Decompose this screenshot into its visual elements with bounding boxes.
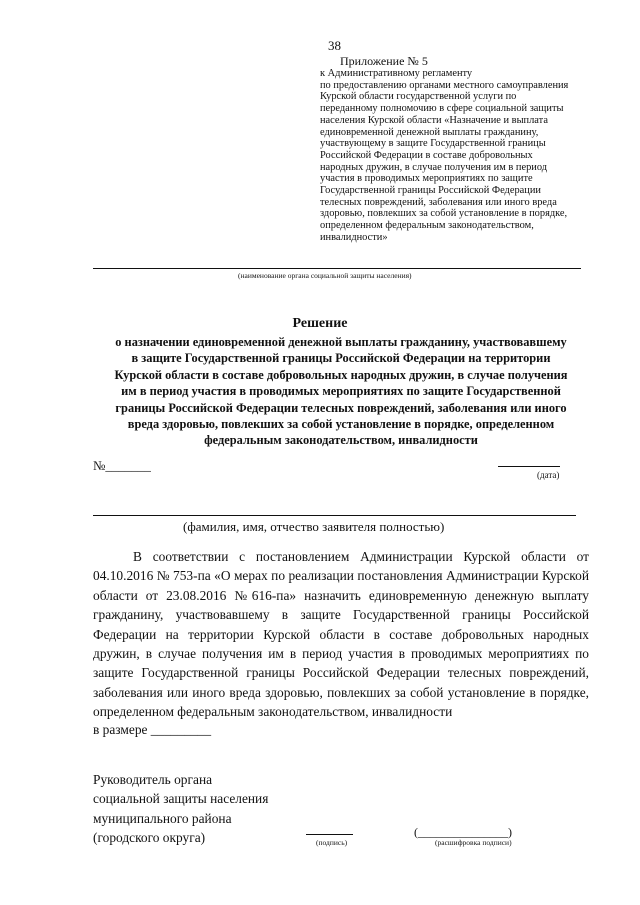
org-name-line bbox=[93, 268, 581, 269]
org-name-caption: (наименование органа социальной защиты населения) bbox=[238, 271, 412, 280]
decision-subtitle: о назначении единовременной денежной выплаты гражданину, участвовавшему в защите Государственной границы Российской Федерации на территории Курской области в составе добровольных народных дружин, в случае получения им в период участия в проводимых мероприятиях по защите Государственной границы Российской Федерации телесных повреждений, заболевания или иного вреда здоровью, повлекших за собой установление в порядке, определенном федеральным законодательством, инвалидности bbox=[114, 335, 568, 448]
payment-amount-field: в размере _________ bbox=[93, 722, 212, 737]
page-number: 38 bbox=[328, 38, 341, 53]
signature-line bbox=[306, 834, 353, 835]
decision-body-text: В соответствии с постановлением Администрации Курской области от 04.10.2016 № 753-па «О мерах по реализации постановления Администрации Курской области от 23.08.2016 №616-па» назначить единовременную денежную выплату гражданину, участвовавшему в защите Государственной границы Российской Федерации на территории Курской области в составе добровольных народных дружин, в случае получения им в период участия в проводимых мероприятиях по защите Государственной границы Российской Федерации телесных повреждений, заболевания или иного вреда здоровью, повлекших за собой установление в порядке, определенном федеральным законодательством, инвалидности bbox=[93, 549, 589, 720]
applicant-name-line bbox=[93, 515, 576, 516]
decision-title: Решение bbox=[292, 316, 348, 331]
applicant-name-caption: (фамилия, имя, отчество заявителя полностью) bbox=[183, 519, 445, 534]
signature-caption: (подпись) bbox=[316, 838, 348, 847]
signature-decode-caption: (расшифровка подписи) bbox=[435, 838, 512, 847]
date-caption: (дата) bbox=[537, 470, 560, 480]
appendix-text: к Административному регламенту по предоставлению органами местного самоуправления Курской области государственной услуги по переданному полномочию в сфере социальной защиты населения Курской области «Назначение и выплата единовременной денежной выплаты гражданину, участвующему в защите Государственной границы Российской Федерации в составе добровольных народных дружин, в случае получения им в период участия в проводимых мероприятиях по защите Государственной границы Российской Федерации телесных повреждений, заболевания или иного вреда здоровью, повлекших за собой установление в порядке, определенном федеральным законодательством, инвалидности» bbox=[320, 68, 569, 243]
head-of-organ-label: Руководитель органа социальной защиты населения муниципального района (городского округа) bbox=[93, 772, 269, 846]
date-line bbox=[498, 466, 560, 467]
signature-decode-field: (_______________) bbox=[414, 825, 512, 839]
decision-number-field: №_______ bbox=[93, 458, 151, 473]
appendix-title: Приложение № 5 bbox=[340, 54, 428, 68]
